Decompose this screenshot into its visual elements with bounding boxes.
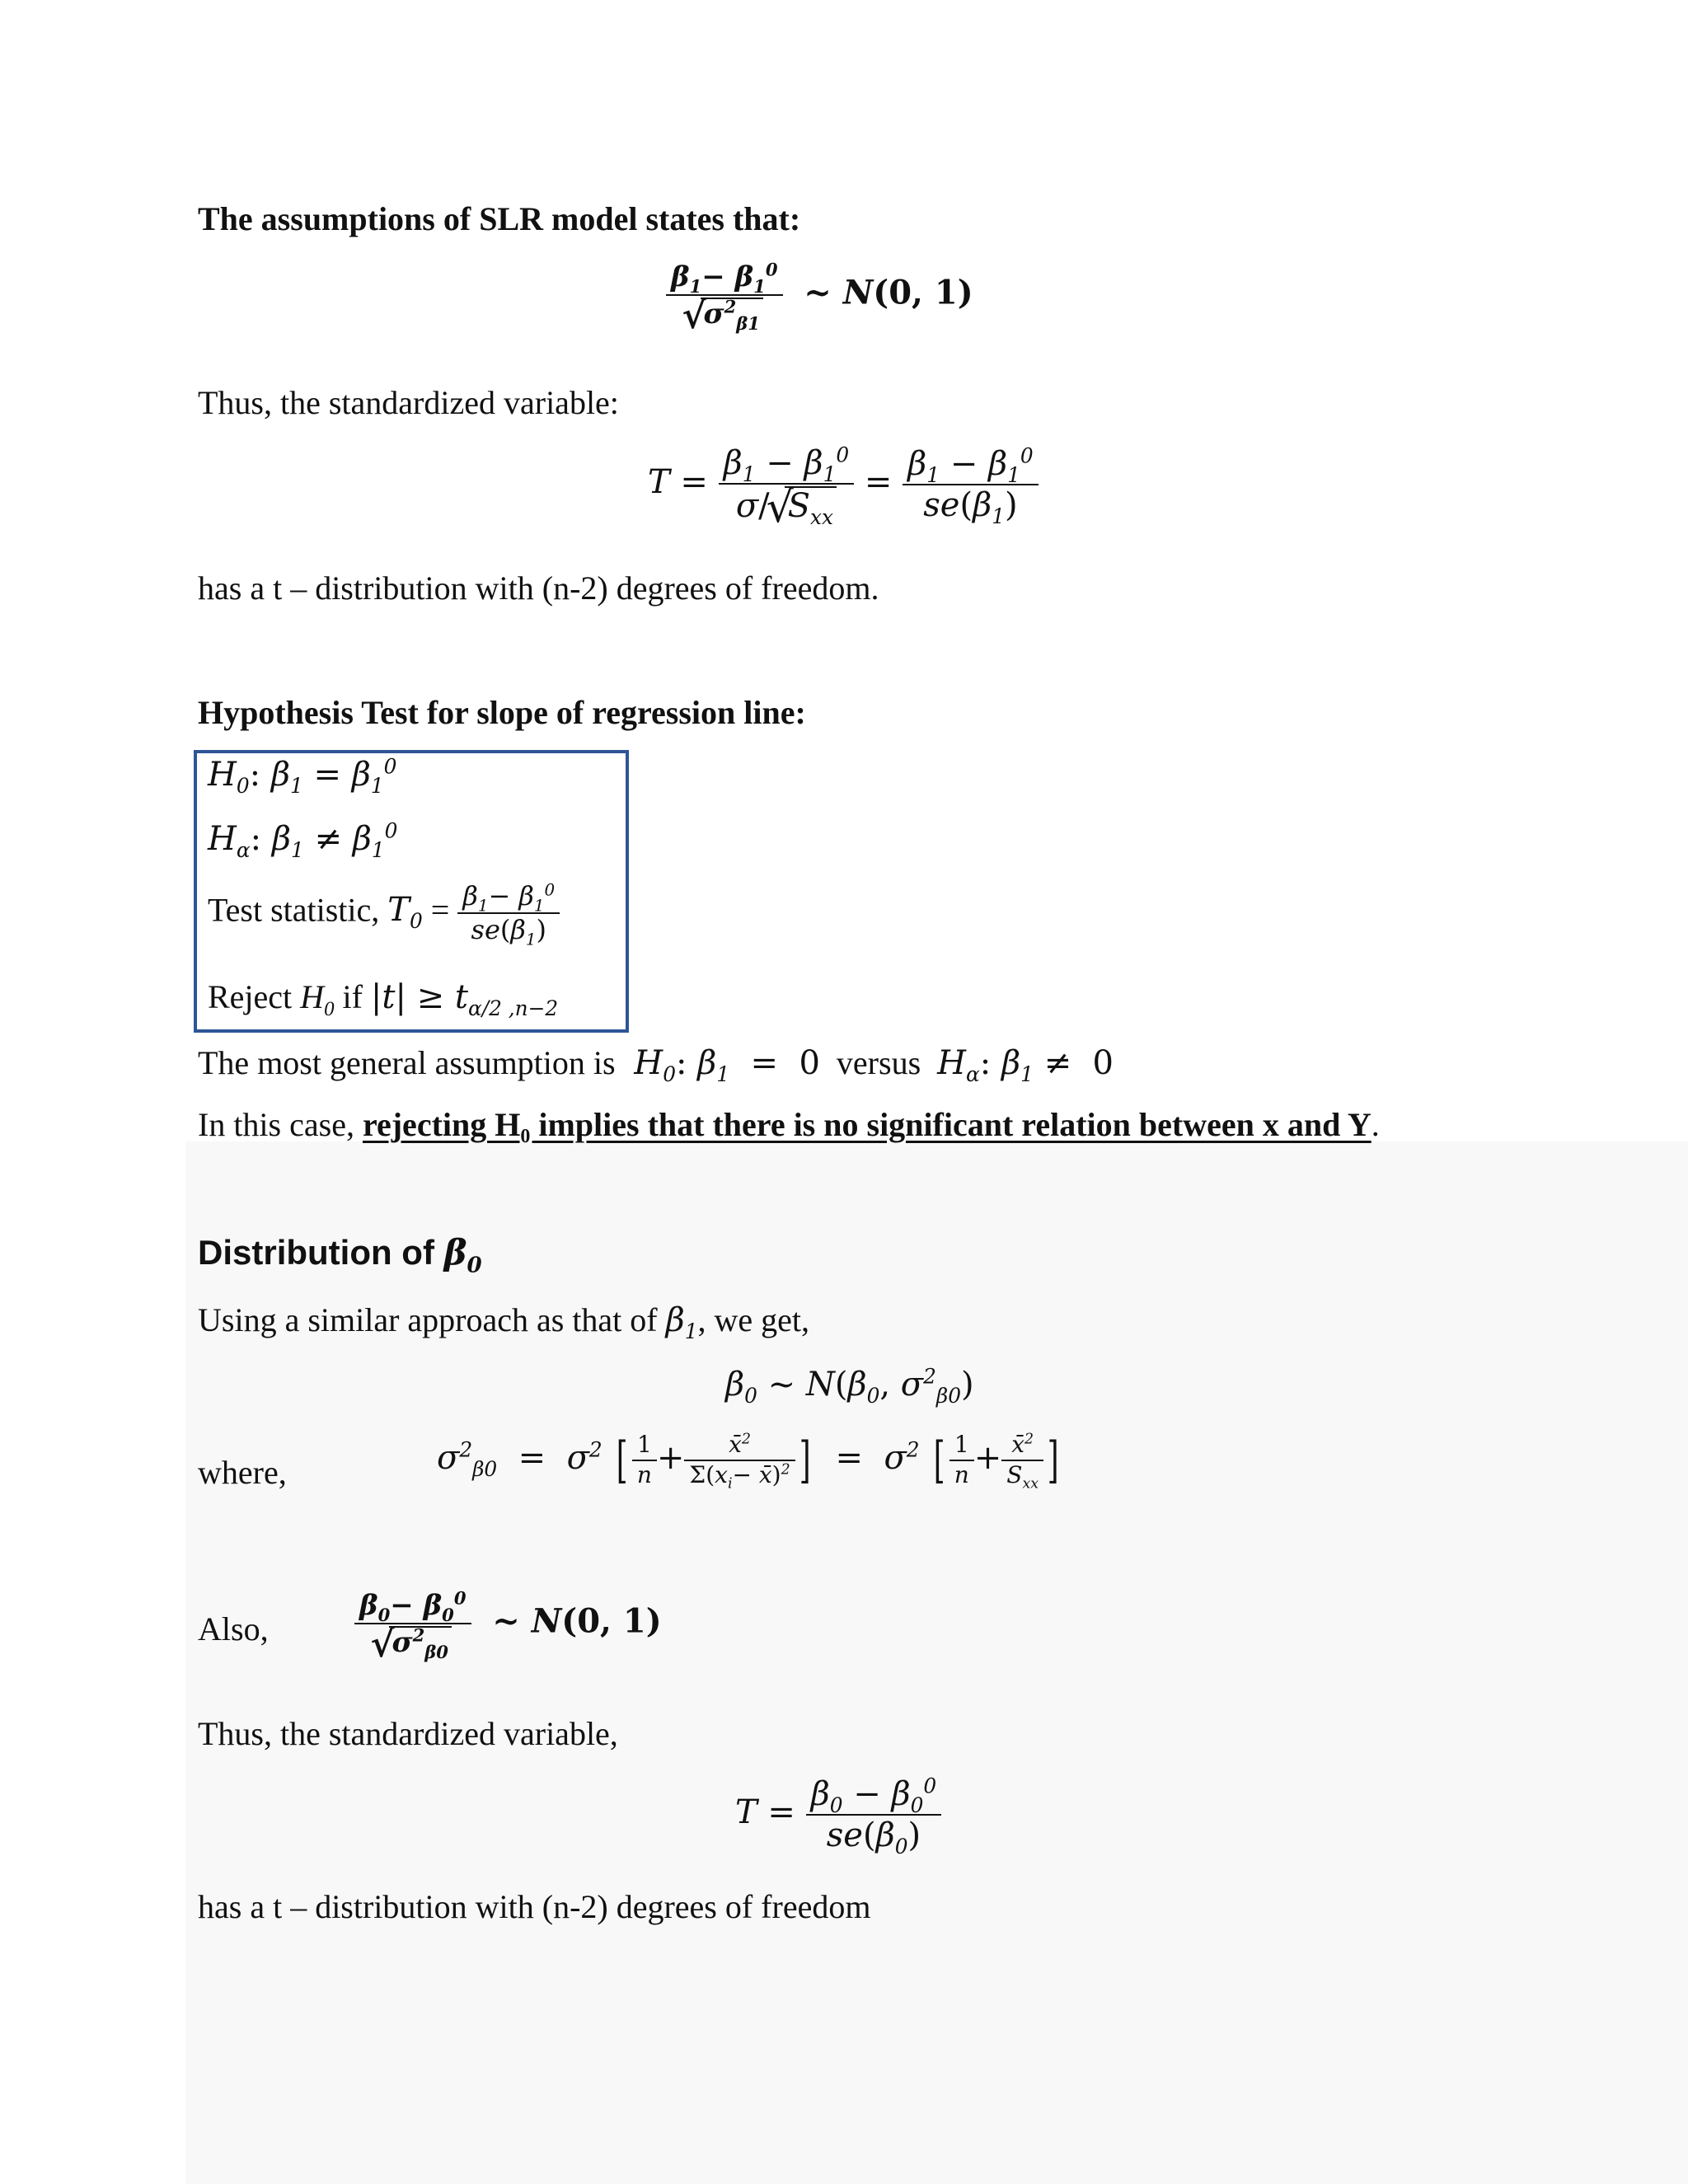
versus-label: versus	[836, 1044, 921, 1081]
null-hypothesis: $H_0$: $\beta_1 = \beta_1^0$	[208, 754, 397, 798]
t-distribution-text-2: has a t – distribution with (n-2) degrees of freedom	[198, 1888, 871, 1925]
also-label: Also,	[198, 1610, 269, 1647]
similar-suffix: , we get,	[697, 1301, 810, 1338]
equation-beta0-distribution: $\beta_0$ ~ $N(\beta_0$, $\sigma^2_{\beta 0}$)	[725, 1364, 974, 1408]
case-prefix: In this case,	[198, 1106, 354, 1143]
equation-beta1-normal: $\beta_1- \beta_1^0$ √ $\sigma^2_{\beta 1}$ ~ N(0, 1)	[666, 262, 973, 330]
similar-prefix: Using a similar approach as that of	[198, 1301, 658, 1338]
shaded-region	[185, 1141, 1688, 2184]
equation-beta0-normal: $\beta_0- \beta_0^0$ √ $\sigma^2_{\beta 0}$ ~ N(0, 1)	[354, 1591, 662, 1659]
test-statistic-label: Test statistic,	[208, 891, 380, 929]
reject-rule: Reject $H_0$ if $|t| \ge t_{\alpha/2 ,n-2}$	[208, 978, 559, 1020]
general-assumption-line: The most general assumption is $H_0$: $\beta_1 = 0$ versus $H_\alpha$: $\beta_1 \ne 0$	[198, 1044, 1114, 1086]
section-heading-distribution-beta0: Distribution of $\beta_0$	[198, 1232, 482, 1278]
case-line: In this case, rejecting H₀ implies that there is no significant relation between x and Y.	[198, 1106, 1380, 1143]
t-distribution-text: has a t – distribution with (n-2) degrees of freedom.	[198, 569, 879, 607]
alternative-hypothesis: $H_\alpha$: $\beta_1 \ne \beta_1^0$	[208, 818, 398, 862]
section-heading-assumptions: The assumptions of SLR model states that:	[198, 200, 801, 237]
equation-t-statistic: T = $\frac{\beta_1 - \beta_1^0}{\sigma/√ S_{xx}}$ = $\frac{\beta_1 - \beta_1^0}{se(\beta_1)}$	[648, 445, 1039, 524]
thus-standardized-text-2: Thus, the standardized variable,	[198, 1715, 618, 1752]
reject-label: Reject	[208, 978, 293, 1015]
equation-variance-beta0: $\sigma^2_{\beta 0} = \sigma^2$ [ $\frac{1}{n}$ + $\frac{x̄^2}{\Sigma(x_i- x̄)^2}$ ] = $\sigma^2$ [ $\frac{1}{n}$ + $\frac{x̄^2}{S_{xx}}$ ]	[437, 1431, 1059, 1493]
case-conclusion: rejecting H₀ implies that there is no significant relation between x and Y	[362, 1106, 1372, 1143]
thus-standardized-text: Thus, the standardized variable:	[198, 384, 619, 421]
general-prefix: The most general assumption is	[198, 1044, 616, 1081]
if-label: if	[342, 978, 363, 1015]
where-label: where,	[198, 1454, 287, 1491]
test-statistic-line: Test statistic, $T_0$ = $\frac{\beta_1- \beta_1^0}{se(\beta_1)}$	[208, 882, 560, 944]
similar-approach-line: Using a similar approach as that of $\beta_1$, we get,	[198, 1301, 810, 1343]
equation-t-beta0: T = $\frac{\beta_0 - \beta_0^0}{se(\beta_0)}$	[735, 1776, 941, 1854]
section-heading-hypothesis: Hypothesis Test for slope of regression line:	[198, 694, 806, 731]
